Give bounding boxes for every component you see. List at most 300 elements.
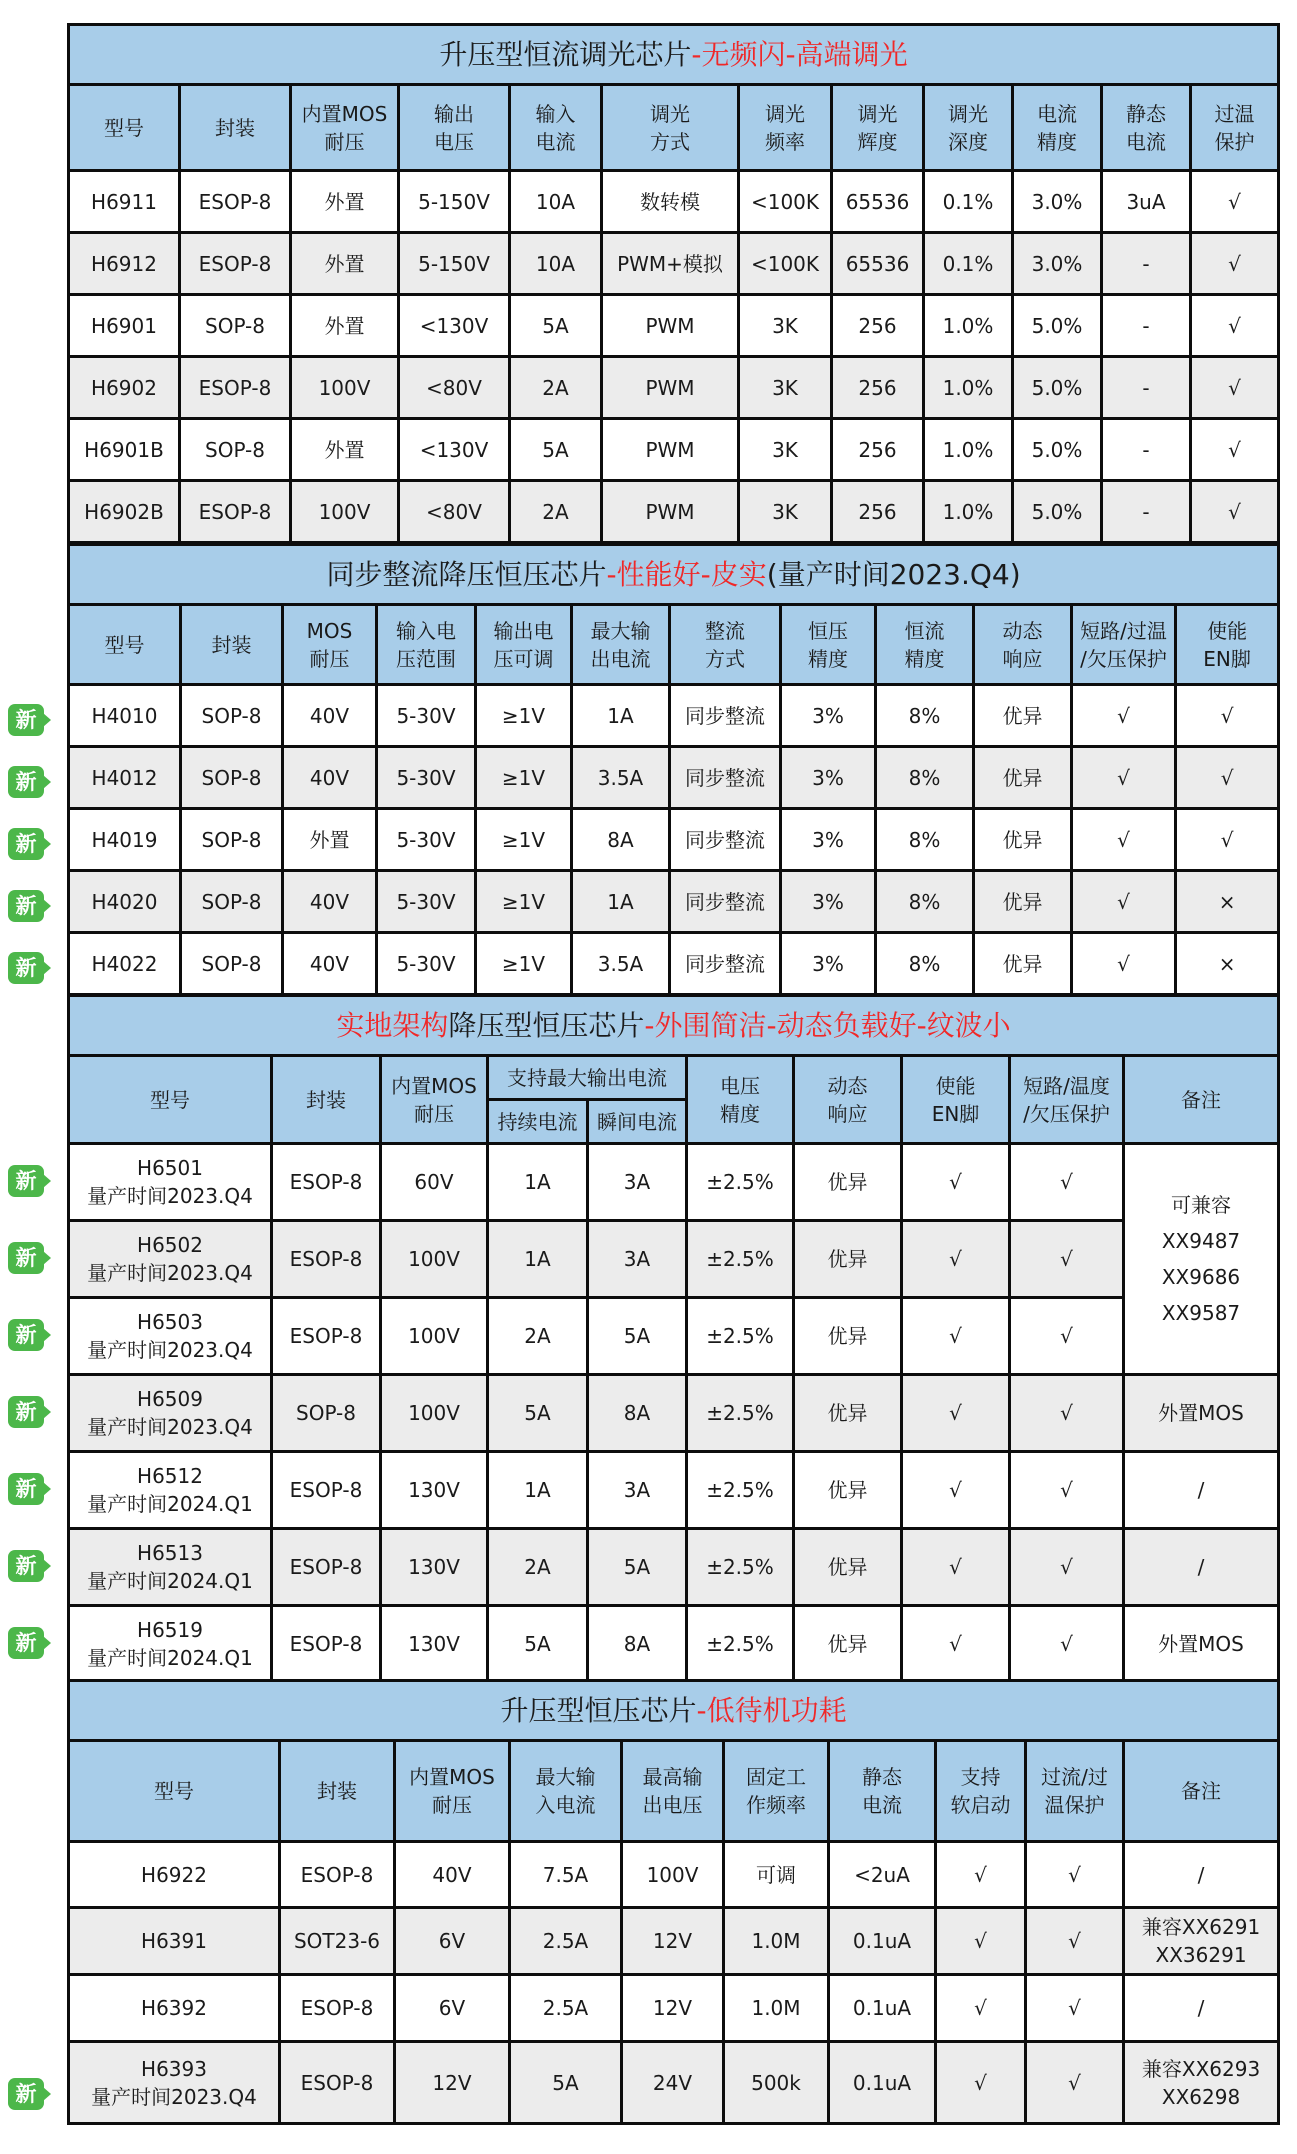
data-cell: √ — [1191, 171, 1279, 233]
data-cell: 3.5A — [572, 747, 670, 809]
col-header: 电压 精度 — [687, 1056, 794, 1144]
data-cell: 100V — [381, 1375, 488, 1452]
table-row — [69, 1375, 1279, 1452]
data-cell: - — [1102, 419, 1191, 481]
data-cell: PWM — [602, 295, 739, 357]
data-cell: 6V — [395, 1908, 510, 1975]
data-cell: 12V — [622, 1975, 724, 2042]
col-header: 备注 — [1124, 1056, 1279, 1144]
data-cell: 130V — [381, 1529, 488, 1606]
data-cell: SOP-8 — [181, 685, 283, 747]
data-cell: 100V — [291, 481, 399, 543]
col-header: 短路/温度 /欠压保护 — [1010, 1056, 1124, 1144]
col-header: 内置MOS 耐压 — [395, 1741, 510, 1842]
col-header: 备注 — [1124, 1741, 1279, 1842]
data-cell: 2A — [488, 1529, 588, 1606]
table-row — [69, 481, 1279, 543]
data-cell: 5A — [510, 419, 602, 481]
badge-arrow-icon — [43, 837, 51, 851]
col-header: 静态 电流 — [829, 1741, 936, 1842]
data-cell: 外置 — [291, 233, 399, 295]
col-header: 最高输 出电压 — [622, 1741, 724, 1842]
new-badge: 新 — [8, 1396, 52, 1428]
section-title: 升压型恒流调光芯片-无频闪-高端调光 — [69, 25, 1279, 85]
boost-cc-dimming-table — [67, 23, 1277, 544]
data-cell: ESOP-8 — [280, 1975, 395, 2042]
model-cell: H4022 — [69, 933, 181, 995]
col-header: 封装 — [272, 1056, 381, 1144]
data-cell: 3% — [781, 747, 876, 809]
badge-arrow-icon — [43, 1174, 51, 1188]
data-cell: 优异 — [794, 1452, 902, 1529]
data-cell: 外置 — [283, 809, 377, 871]
data-cell: √ — [902, 1375, 1010, 1452]
data-cell: 2A — [488, 1298, 588, 1375]
data-cell: 优异 — [794, 1221, 902, 1298]
data-cell: ESOP-8 — [272, 1606, 381, 1683]
data-cell: 2.5A — [510, 1908, 622, 1975]
data-cell: 256 — [832, 295, 924, 357]
col-header: 动态 响应 — [794, 1056, 902, 1144]
data-cell: 6V — [395, 1975, 510, 2042]
new-badge: 新 — [8, 704, 52, 736]
data-cell: 2A — [510, 357, 602, 419]
data-cell: 8% — [876, 685, 974, 747]
data-cell: 同步整流 — [670, 871, 781, 933]
table-row — [69, 295, 1279, 357]
data-cell: 3K — [739, 357, 832, 419]
data-cell: 同步整流 — [670, 809, 781, 871]
data-cell: <2uA — [829, 1842, 936, 1908]
col-header: 使能 EN脚 — [902, 1056, 1010, 1144]
data-cell: SOP-8 — [181, 809, 283, 871]
col-header: 固定工 作频率 — [724, 1741, 829, 1842]
table-row — [69, 1975, 1279, 2042]
model-cell: H6503 量产时间2023.Q4 — [69, 1298, 272, 1375]
data-cell: 5A — [488, 1375, 588, 1452]
data-cell: 3uA — [1102, 171, 1191, 233]
data-cell: 256 — [832, 419, 924, 481]
data-cell: 1A — [572, 871, 670, 933]
model-cell: H4010 — [69, 685, 181, 747]
col-header: 最大输 入电流 — [510, 1741, 622, 1842]
data-cell: √ — [1010, 1452, 1124, 1529]
data-cell: 8A — [572, 809, 670, 871]
new-badge: 新 — [8, 828, 52, 860]
data-cell: 3.0% — [1013, 171, 1102, 233]
data-cell: 3.0% — [1013, 233, 1102, 295]
data-cell: 1A — [488, 1452, 588, 1529]
model-cell: H6392 — [69, 1975, 280, 2042]
data-cell: ≥1V — [476, 685, 572, 747]
remark-cell: 外置MOS — [1124, 1606, 1279, 1683]
data-cell: <80V — [399, 357, 510, 419]
data-cell: √ — [1072, 933, 1176, 995]
data-cell: 2.5A — [510, 1975, 622, 2042]
data-cell: PWM+模拟 — [602, 233, 739, 295]
data-cell: <130V — [399, 419, 510, 481]
data-cell: 5-30V — [377, 933, 476, 995]
table-row — [69, 1606, 1279, 1683]
data-cell: 优异 — [794, 1375, 902, 1452]
data-cell: 5A — [510, 295, 602, 357]
data-cell: 外置 — [291, 171, 399, 233]
data-cell: - — [1102, 481, 1191, 543]
data-cell: 40V — [283, 685, 377, 747]
data-cell: 3% — [781, 871, 876, 933]
data-cell: √ — [902, 1298, 1010, 1375]
col-header: 内置MOS 耐压 — [291, 85, 399, 171]
data-cell: ±2.5% — [687, 1529, 794, 1606]
data-cell: - — [1102, 357, 1191, 419]
data-cell: SOP-8 — [181, 747, 283, 809]
data-cell: 2A — [510, 481, 602, 543]
data-cell: ESOP-8 — [180, 171, 291, 233]
table-row — [69, 1298, 1279, 1375]
data-cell: √ — [1010, 1144, 1124, 1221]
data-cell: 12V — [622, 1908, 724, 1975]
data-cell: 5.0% — [1013, 481, 1102, 543]
data-cell: √ — [1010, 1221, 1124, 1298]
remark-cell: / — [1124, 1975, 1279, 2042]
col-header: 封装 — [280, 1741, 395, 1842]
remark-cell: / — [1124, 1452, 1279, 1529]
section-title: 实地架构降压型恒压芯片-外围简洁-动态负载好-纹波小 — [69, 996, 1279, 1056]
data-cell: √ — [936, 1842, 1026, 1908]
badge-arrow-icon — [43, 1405, 51, 1419]
col-header: 调光 深度 — [924, 85, 1013, 171]
col-header: 封装 — [180, 85, 291, 171]
data-cell: ±2.5% — [687, 1221, 794, 1298]
remark-cell: / — [1124, 1529, 1279, 1606]
data-cell: 60V — [381, 1144, 488, 1221]
data-cell: 5A — [588, 1298, 687, 1375]
data-cell: ESOP-8 — [180, 357, 291, 419]
data-cell: 同步整流 — [670, 747, 781, 809]
data-cell: 优异 — [794, 1606, 902, 1683]
data-cell: 优异 — [974, 933, 1072, 995]
data-cell: √ — [1010, 1606, 1124, 1683]
remark-cell: 外置MOS — [1124, 1375, 1279, 1452]
data-cell: 1.0% — [924, 481, 1013, 543]
data-cell: 3A — [588, 1452, 687, 1529]
data-cell: √ — [1010, 1375, 1124, 1452]
sync-buck-cv-table — [67, 543, 1277, 996]
data-cell: 可调 — [724, 1842, 829, 1908]
col-header: 动态 响应 — [974, 605, 1072, 685]
data-cell: 优异 — [794, 1529, 902, 1606]
data-cell: 3A — [588, 1144, 687, 1221]
data-cell: ≥1V — [476, 933, 572, 995]
data-cell: 256 — [832, 481, 924, 543]
data-cell: 100V — [381, 1221, 488, 1298]
col-header: 输入电 压范围 — [377, 605, 476, 685]
data-cell: 1.0% — [924, 419, 1013, 481]
data-cell: √ — [1072, 809, 1176, 871]
table-row — [69, 1908, 1279, 1975]
badge-arrow-icon — [43, 775, 51, 789]
col-header: MOS 耐压 — [283, 605, 377, 685]
data-cell: 5-30V — [377, 685, 476, 747]
model-cell: H6911 — [69, 171, 180, 233]
data-cell: <80V — [399, 481, 510, 543]
data-cell: 40V — [283, 933, 377, 995]
data-cell: 1.0M — [724, 1975, 829, 2042]
section-title: 升压型恒压芯片-低待机功耗 — [69, 1681, 1279, 1741]
table-row — [69, 1144, 1279, 1221]
model-cell: H6393 量产时间2023.Q4 — [69, 2042, 280, 2124]
data-cell: 100V — [291, 357, 399, 419]
data-cell: 1.0% — [924, 357, 1013, 419]
data-cell: 3% — [781, 809, 876, 871]
data-cell: √ — [1026, 1975, 1124, 2042]
table-row — [69, 1221, 1279, 1298]
data-cell: SOP-8 — [180, 295, 291, 357]
model-cell: H6501 量产时间2023.Q4 — [69, 1144, 272, 1221]
data-cell: 0.1uA — [829, 2042, 936, 2124]
data-cell: 优异 — [794, 1298, 902, 1375]
data-cell: 65536 — [832, 233, 924, 295]
data-cell: PWM — [602, 357, 739, 419]
data-cell: 1A — [572, 685, 670, 747]
data-cell: 外置 — [291, 295, 399, 357]
header-row — [69, 1741, 1279, 1842]
badge-arrow-icon — [43, 1482, 51, 1496]
data-cell: ±2.5% — [687, 1375, 794, 1452]
data-cell: ESOP-8 — [272, 1221, 381, 1298]
col-header: 持续电流 — [488, 1100, 588, 1144]
data-cell: 5.0% — [1013, 419, 1102, 481]
col-header-group: 支持最大输出电流 — [488, 1056, 687, 1100]
data-cell: √ — [902, 1144, 1010, 1221]
model-cell: H6901 — [69, 295, 180, 357]
data-cell: ESOP-8 — [272, 1529, 381, 1606]
table-row — [69, 419, 1279, 481]
data-cell: 0.1% — [924, 233, 1013, 295]
new-badge: 新 — [8, 2078, 52, 2110]
new-badge: 新 — [8, 1165, 52, 1197]
table-row — [69, 233, 1279, 295]
data-cell: √ — [1176, 747, 1279, 809]
model-cell: H4012 — [69, 747, 181, 809]
data-cell: ESOP-8 — [180, 233, 291, 295]
data-cell: 3% — [781, 933, 876, 995]
data-cell: <100K — [739, 171, 832, 233]
data-cell: 优异 — [974, 871, 1072, 933]
section-title: 同步整流降压恒压芯片-性能好-皮实(量产时间2023.Q4) — [69, 545, 1279, 605]
table-row — [69, 357, 1279, 419]
data-cell: ±2.5% — [687, 1452, 794, 1529]
table-row — [69, 1842, 1279, 1908]
table-row — [69, 1452, 1279, 1529]
new-badge: 新 — [8, 890, 52, 922]
data-cell: - — [1102, 295, 1191, 357]
model-cell: H6902B — [69, 481, 180, 543]
data-cell: 3K — [739, 419, 832, 481]
data-cell: √ — [902, 1606, 1010, 1683]
data-cell: 8A — [588, 1375, 687, 1452]
data-cell: 1.0M — [724, 1908, 829, 1975]
table-row — [69, 1529, 1279, 1606]
data-cell: √ — [1191, 295, 1279, 357]
data-cell: 数转模 — [602, 171, 739, 233]
data-cell: 8% — [876, 809, 974, 871]
data-cell: 8% — [876, 747, 974, 809]
remark-cell: / — [1124, 1842, 1279, 1908]
data-cell: √ — [1026, 2042, 1124, 2124]
data-cell: 256 — [832, 357, 924, 419]
data-cell: √ — [1191, 419, 1279, 481]
data-cell: 5-150V — [399, 171, 510, 233]
data-cell: 1A — [488, 1144, 588, 1221]
data-cell: √ — [1191, 481, 1279, 543]
data-cell: ESOP-8 — [180, 481, 291, 543]
data-cell: √ — [1010, 1529, 1124, 1606]
model-cell: H4019 — [69, 809, 181, 871]
data-cell: PWM — [602, 481, 739, 543]
data-cell: PWM — [602, 419, 739, 481]
col-header: 电流 精度 — [1013, 85, 1102, 171]
data-cell: 5A — [588, 1529, 687, 1606]
col-header: 瞬间电流 — [588, 1100, 687, 1144]
data-cell: 7.5A — [510, 1842, 622, 1908]
data-cell: SOP-8 — [181, 871, 283, 933]
table-row — [69, 171, 1279, 233]
badge-arrow-icon — [43, 1559, 51, 1573]
data-cell: 10A — [510, 233, 602, 295]
buck-cv-table — [67, 994, 1277, 1684]
data-cell: 5A — [510, 2042, 622, 2124]
col-header: 使能 EN脚 — [1176, 605, 1279, 685]
header-row — [69, 85, 1279, 171]
data-cell: 130V — [381, 1606, 488, 1683]
new-badge: 新 — [8, 1550, 52, 1582]
data-cell: 12V — [395, 2042, 510, 2124]
col-header: 恒压 精度 — [781, 605, 876, 685]
data-cell: √ — [1072, 685, 1176, 747]
table-row — [69, 685, 1279, 747]
data-cell: √ — [902, 1529, 1010, 1606]
col-header: 调光 辉度 — [832, 85, 924, 171]
data-cell: 10A — [510, 171, 602, 233]
data-cell: ±2.5% — [687, 1144, 794, 1221]
data-cell: 同步整流 — [670, 685, 781, 747]
data-cell: 3A — [588, 1221, 687, 1298]
data-cell: √ — [1176, 685, 1279, 747]
badge-arrow-icon — [43, 1636, 51, 1650]
data-cell: 100V — [381, 1298, 488, 1375]
remark-cell: 可兼容 XX9487 XX9686 XX9587 — [1124, 1144, 1279, 1375]
data-cell: 100V — [622, 1842, 724, 1908]
badge-arrow-icon — [43, 2087, 51, 2101]
data-cell: ESOP-8 — [272, 1452, 381, 1529]
data-cell: ≥1V — [476, 747, 572, 809]
data-cell: 500k — [724, 2042, 829, 2124]
data-cell: 同步整流 — [670, 933, 781, 995]
data-cell: 1.0% — [924, 295, 1013, 357]
badge-arrow-icon — [43, 713, 51, 727]
col-header: 短路/过温 /欠压保护 — [1072, 605, 1176, 685]
data-cell: SOT23-6 — [280, 1908, 395, 1975]
model-cell: H6391 — [69, 1908, 280, 1975]
model-cell: H6502 量产时间2023.Q4 — [69, 1221, 272, 1298]
data-cell: ±2.5% — [687, 1606, 794, 1683]
data-cell: 3K — [739, 295, 832, 357]
model-cell: H6509 量产时间2023.Q4 — [69, 1375, 272, 1452]
data-cell: SOP-8 — [272, 1375, 381, 1452]
model-cell: H6912 — [69, 233, 180, 295]
data-cell: √ — [1191, 357, 1279, 419]
data-cell: <130V — [399, 295, 510, 357]
data-cell: 5-30V — [377, 809, 476, 871]
model-cell: H6922 — [69, 1842, 280, 1908]
col-header: 恒流 精度 — [876, 605, 974, 685]
data-cell: 5-30V — [377, 747, 476, 809]
data-cell: 5-30V — [377, 871, 476, 933]
col-header: 输入 电流 — [510, 85, 602, 171]
data-cell: 优异 — [974, 809, 1072, 871]
data-cell: 5-150V — [399, 233, 510, 295]
data-cell: 5A — [488, 1606, 588, 1683]
data-cell: ≥1V — [476, 809, 572, 871]
data-cell: 5.0% — [1013, 357, 1102, 419]
data-cell: ESOP-8 — [280, 1842, 395, 1908]
data-cell: √ — [1010, 1298, 1124, 1375]
data-cell: - — [1102, 233, 1191, 295]
table-row — [69, 2042, 1279, 2124]
col-header: 输出 电压 — [399, 85, 510, 171]
new-badge: 新 — [8, 1627, 52, 1659]
data-cell: √ — [1072, 871, 1176, 933]
col-header: 调光 频率 — [739, 85, 832, 171]
col-header: 调光 方式 — [602, 85, 739, 171]
col-header: 整流 方式 — [670, 605, 781, 685]
data-cell: 优异 — [974, 747, 1072, 809]
data-cell: ESOP-8 — [272, 1298, 381, 1375]
data-cell: 65536 — [832, 171, 924, 233]
boost-cv-table — [67, 1679, 1277, 2125]
col-header: 型号 — [69, 1741, 280, 1842]
col-header: 过温 保护 — [1191, 85, 1279, 171]
col-header: 封装 — [181, 605, 283, 685]
badge-arrow-icon — [43, 1251, 51, 1265]
data-cell: √ — [1191, 233, 1279, 295]
data-cell: 3K — [739, 481, 832, 543]
data-cell: 优异 — [974, 685, 1072, 747]
data-cell: 24V — [622, 2042, 724, 2124]
data-cell: 外置 — [291, 419, 399, 481]
col-header: 型号 — [69, 605, 181, 685]
model-cell: H6902 — [69, 357, 180, 419]
data-cell: 0.1uA — [829, 1908, 936, 1975]
data-cell: ESOP-8 — [280, 2042, 395, 2124]
data-cell: √ — [936, 2042, 1026, 2124]
data-cell: √ — [902, 1452, 1010, 1529]
data-cell: SOP-8 — [180, 419, 291, 481]
data-cell: √ — [1072, 747, 1176, 809]
data-cell: 优异 — [794, 1144, 902, 1221]
data-cell: 130V — [381, 1452, 488, 1529]
new-badge: 新 — [8, 1319, 52, 1351]
model-cell: H6519 量产时间2024.Q1 — [69, 1606, 272, 1683]
data-cell: √ — [1026, 1842, 1124, 1908]
model-cell: H4020 — [69, 871, 181, 933]
model-cell: H6513 量产时间2024.Q1 — [69, 1529, 272, 1606]
new-badge: 新 — [8, 952, 52, 984]
col-header: 型号 — [69, 1056, 272, 1144]
badge-arrow-icon — [43, 899, 51, 913]
model-cell: H6901B — [69, 419, 180, 481]
